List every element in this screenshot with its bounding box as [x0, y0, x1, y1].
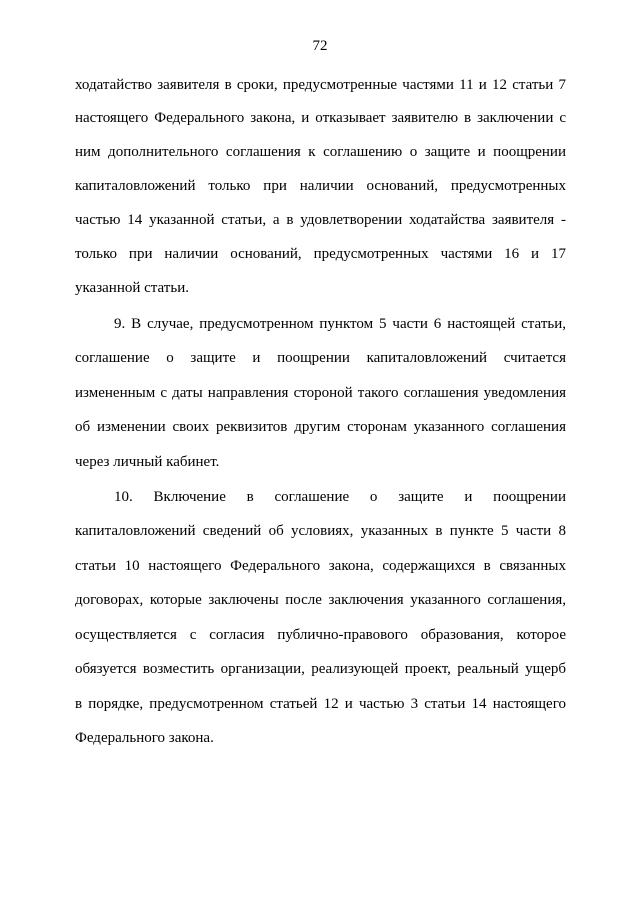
text-line: обязуется возместить организации, реализующей проект, реальный ущерб	[75, 661, 566, 677]
text-line: настоящего Федерального закона, и отказывает заявителю в заключении с	[75, 110, 566, 126]
text-line: соглашение о защите и поощрении капиталовложений считается	[75, 350, 566, 366]
text-line: частью 14 указанной статьи, а в удовлетворении ходатайства заявителя -	[75, 212, 566, 228]
text-line: капиталовложений только при наличии оснований, предусмотренных	[75, 178, 566, 194]
text-line: в порядке, предусмотренном статьей 12 и частью 3 статьи 14 настоящего	[75, 696, 566, 712]
text-line: измененным с даты направления стороной такого соглашения уведомления	[75, 385, 566, 401]
text-line: осуществляется с согласия публично-правового образования, которое	[75, 627, 566, 643]
text-line: только при наличии оснований, предусмотренных частями 16 и 17	[75, 246, 566, 262]
text-line: договорах, которые заключены после заключения указанного соглашения,	[75, 592, 566, 608]
text-line: ним дополнительного соглашения к соглашению о защите и поощрении	[75, 144, 566, 160]
text-line: ходатайство заявителя в сроки, предусмотренные частями 11 и 12 статьи 7	[75, 77, 566, 93]
text-line: Федерального закона.	[75, 730, 214, 746]
text-line: 9. В случае, предусмотренном пунктом 5 части 6 настоящей статьи,	[114, 316, 566, 332]
text-line: об изменении своих реквизитов другим сторонам указанного соглашения	[75, 419, 566, 435]
text-line: капиталовложений сведений об условиях, указанных в пункте 5 части 8	[75, 523, 566, 539]
text-line: 10. Включение в соглашение о защите и поощрении	[114, 489, 566, 505]
page-number: 72	[312, 38, 328, 54]
text-line: указанной статьи.	[75, 280, 189, 296]
text-line: статьи 10 настоящего Федерального закона, содержащихся в связанных	[75, 558, 566, 574]
text-line: через личный кабинет.	[75, 454, 220, 470]
